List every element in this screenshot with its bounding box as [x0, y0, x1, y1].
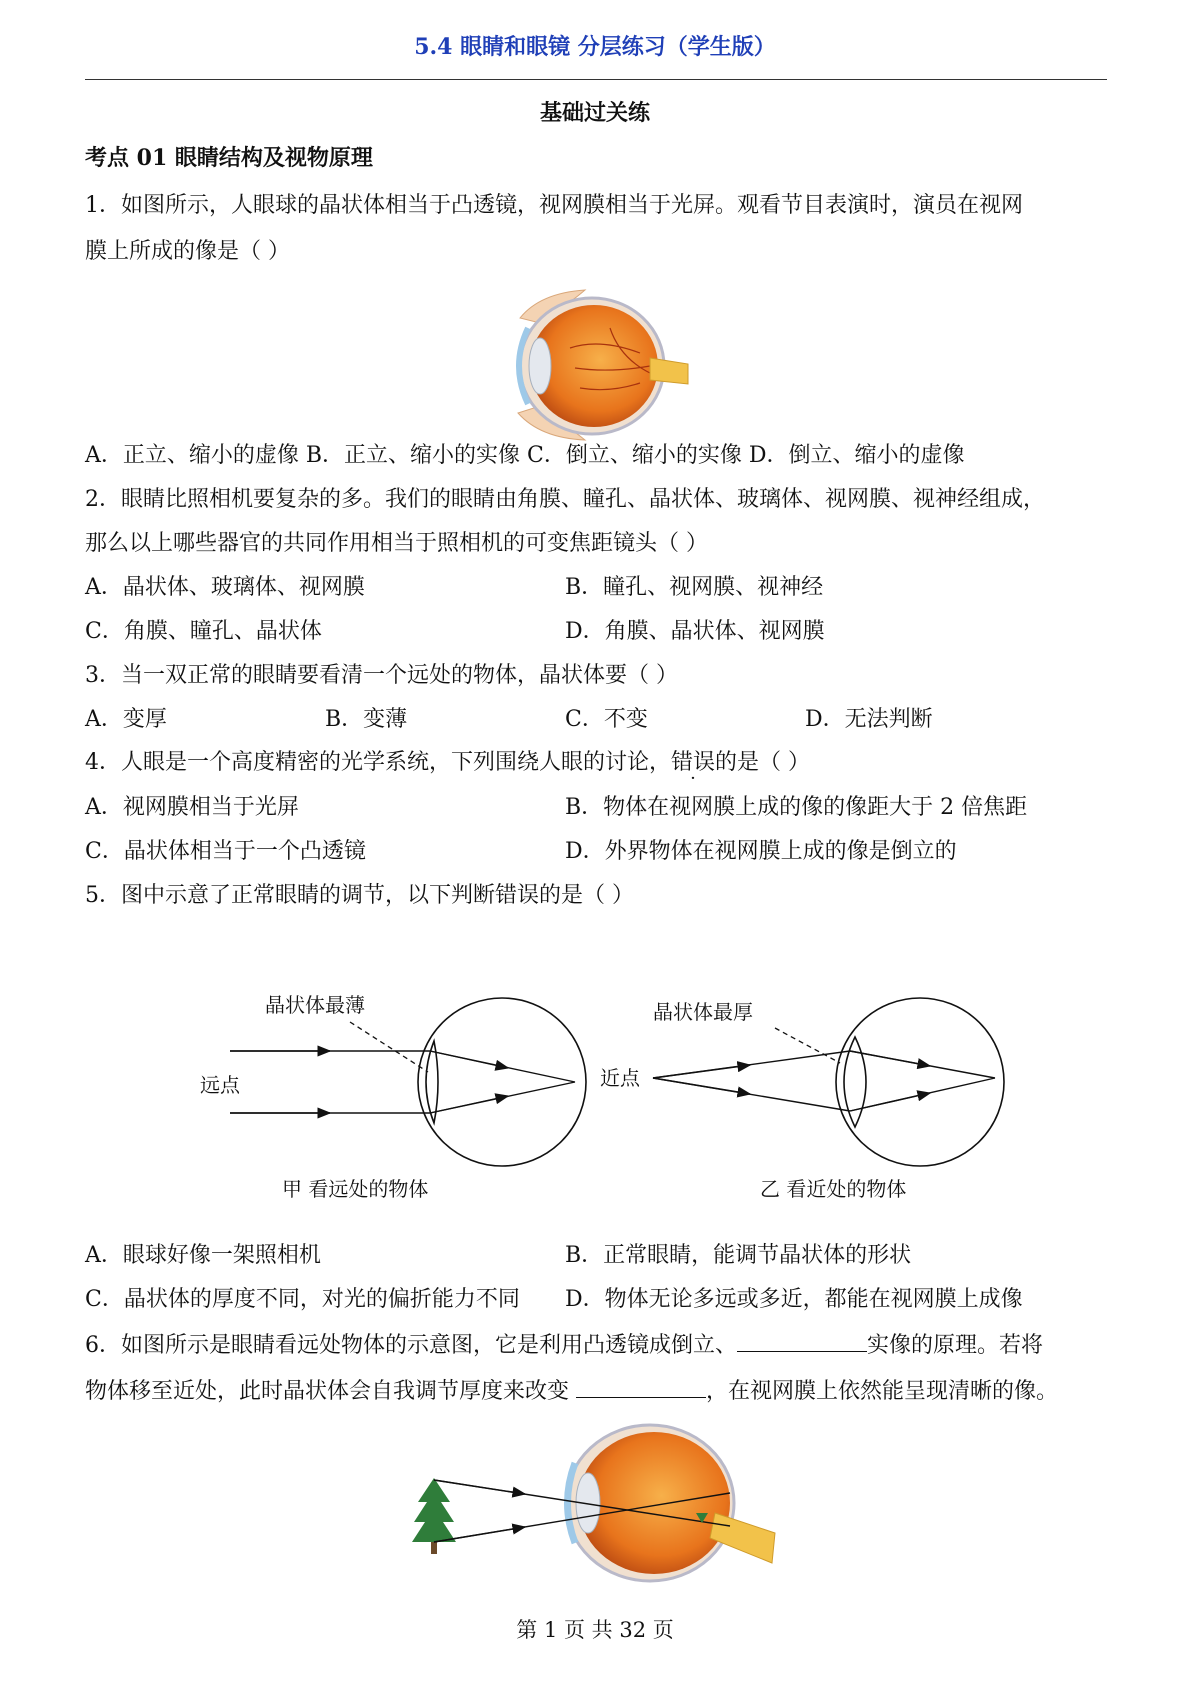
right-label-thickest-lens: 晶状体最厚: [653, 1000, 753, 1024]
q5-option-b: B．正常眼睛，能调节晶状体的形状: [565, 1243, 912, 1268]
q1-stem-line2: 膜上所成的像是（ ）: [85, 239, 290, 264]
left-label-far-point: 远点: [200, 1073, 240, 1097]
q3-stem: 3．当一双正常的眼睛要看清一个远处的物体，晶状体要（ ）: [85, 663, 678, 688]
tree-icon: [412, 1478, 456, 1542]
right-ray-bottom-converge-arrow: [850, 1093, 930, 1111]
q3-option-c: C．不变: [565, 707, 648, 732]
right-ray-top-in-arrow: [653, 1065, 750, 1078]
q6-stem-line2: [85, 1374, 1058, 1405]
q5-stem: 5．图中示意了正常眼睛的调节，以下判断错误的是（ ）: [85, 883, 634, 908]
q1-options: A．正立、缩小的虚像 B．正立、缩小的实像 C．倒立、缩小的实像 D．倒立、缩小的虚像: [85, 443, 965, 468]
ray-top-arrow: [434, 1480, 525, 1494]
eye-accommodation-diagram: [190, 985, 1010, 1200]
left-label-thinnest-lens: 晶状体最薄: [265, 993, 365, 1017]
optic-nerve-2: [710, 1513, 775, 1563]
q4-option-a: A．视网膜相当于光屏: [85, 795, 299, 820]
left-ray-top-converge-arrow: [430, 1051, 508, 1068]
page-footer: 第 1 页 共 32 页: [516, 1618, 674, 1642]
q2-option-b: B．瞳孔、视网膜、视神经: [565, 575, 824, 600]
eye-viewing-tree-figure: [410, 1418, 780, 1588]
q6-line1-pre: 6．如图所示是眼睛看远处物体的示意图，它是利用凸透镜成倒立、: [85, 1333, 737, 1358]
section-title: 基础过关练: [539, 100, 650, 126]
q4-option-d: D．外界物体在视网膜上成的像是倒立的: [565, 839, 957, 864]
q4-emphasis-word: 错误: [671, 750, 716, 775]
q6-line1-post: 实像的原理。若将: [867, 1333, 1044, 1358]
q6-answer-blank-1[interactable]: [737, 1331, 867, 1352]
q5-option-a: A．眼球好像一架照相机: [85, 1243, 321, 1268]
eyeball-cross-section-figure: [500, 288, 690, 443]
q6-answer-blank-2[interactable]: [576, 1377, 706, 1398]
tree-trunk: [431, 1542, 437, 1554]
q4-stem: [85, 745, 810, 776]
optic-nerve: [650, 358, 688, 384]
q5-option-c: C．晶状体的厚度不同，对光的偏折能力不同: [85, 1287, 520, 1312]
q3-option-d: D．无法判断: [805, 707, 933, 732]
q1-stem-line1: 1．如图所示，人眼球的晶状体相当于凸透镜，视网膜相当于光屏。观看节目表演时，演员在视网: [85, 193, 1024, 218]
q3-option-b: B．变薄: [325, 707, 408, 732]
right-label-near-point: 近点: [600, 1066, 640, 1090]
left-eyeball: [418, 998, 586, 1166]
q4-option-b: B．物体在视网膜上成的像的像距大于 2 倍焦距: [565, 795, 1028, 820]
right-ray-bottom-in-arrow: [653, 1078, 750, 1094]
eyeball-inner-2: [578, 1432, 730, 1574]
right-pointer-dashed: [775, 1028, 840, 1063]
q3-option-a: A．变厚: [85, 707, 167, 732]
right-caption: 乙 看近处的物体: [760, 1177, 907, 1200]
q6-line2-pre: 物体移至近处，此时晶状体会自我调节厚度来改变: [85, 1379, 576, 1404]
header-divider: [85, 79, 1107, 80]
q2-option-d: D．角膜、晶状体、视网膜: [565, 619, 825, 644]
q4-option-c: C．晶状体相当于一个凸透镜: [85, 839, 366, 864]
q6-line2-post: ，在视网膜上依然能呈现清晰的像。: [706, 1379, 1059, 1404]
left-caption: 甲 看远处的物体: [282, 1177, 429, 1200]
header-title: 5.4 眼睛和眼镜 分层练习（学生版）: [414, 34, 776, 60]
q2-option-c: C．角膜、瞳孔、晶状体: [85, 619, 322, 644]
q5-option-d: D．物体无论多远或多近，都能在视网膜上成像: [565, 1287, 1023, 1312]
q6-stem-line1: [85, 1328, 1043, 1359]
right-ray-top-converge-arrow: [850, 1051, 930, 1066]
left-ray-bottom-converge-arrow: [430, 1096, 508, 1113]
q4-stem-pre: 4．人眼是一个高度精密的光学系统，下列围绕人眼的讨论，: [85, 750, 671, 775]
right-lens-thick: [844, 1037, 866, 1127]
q2-option-a: A．晶状体、玻璃体、视网膜: [85, 575, 365, 600]
lens: [529, 338, 551, 394]
q4-stem-post: 的是（ ）: [715, 750, 811, 775]
q2-stem-line1: 2．眼睛比照相机要复杂的多。我们的眼睛由角膜、瞳孔、晶状体、玻璃体、视网膜、视神经组成，: [85, 487, 1046, 512]
q2-stem-line2: 那么以上哪些器官的共同作用相当于照相机的可变焦距镜头（ ）: [85, 531, 708, 556]
left-lens-thin: [426, 1041, 438, 1123]
kaodian-title: 考点 01 眼睛结构及视物原理: [85, 145, 373, 171]
left-pointer-dashed: [350, 1022, 428, 1072]
